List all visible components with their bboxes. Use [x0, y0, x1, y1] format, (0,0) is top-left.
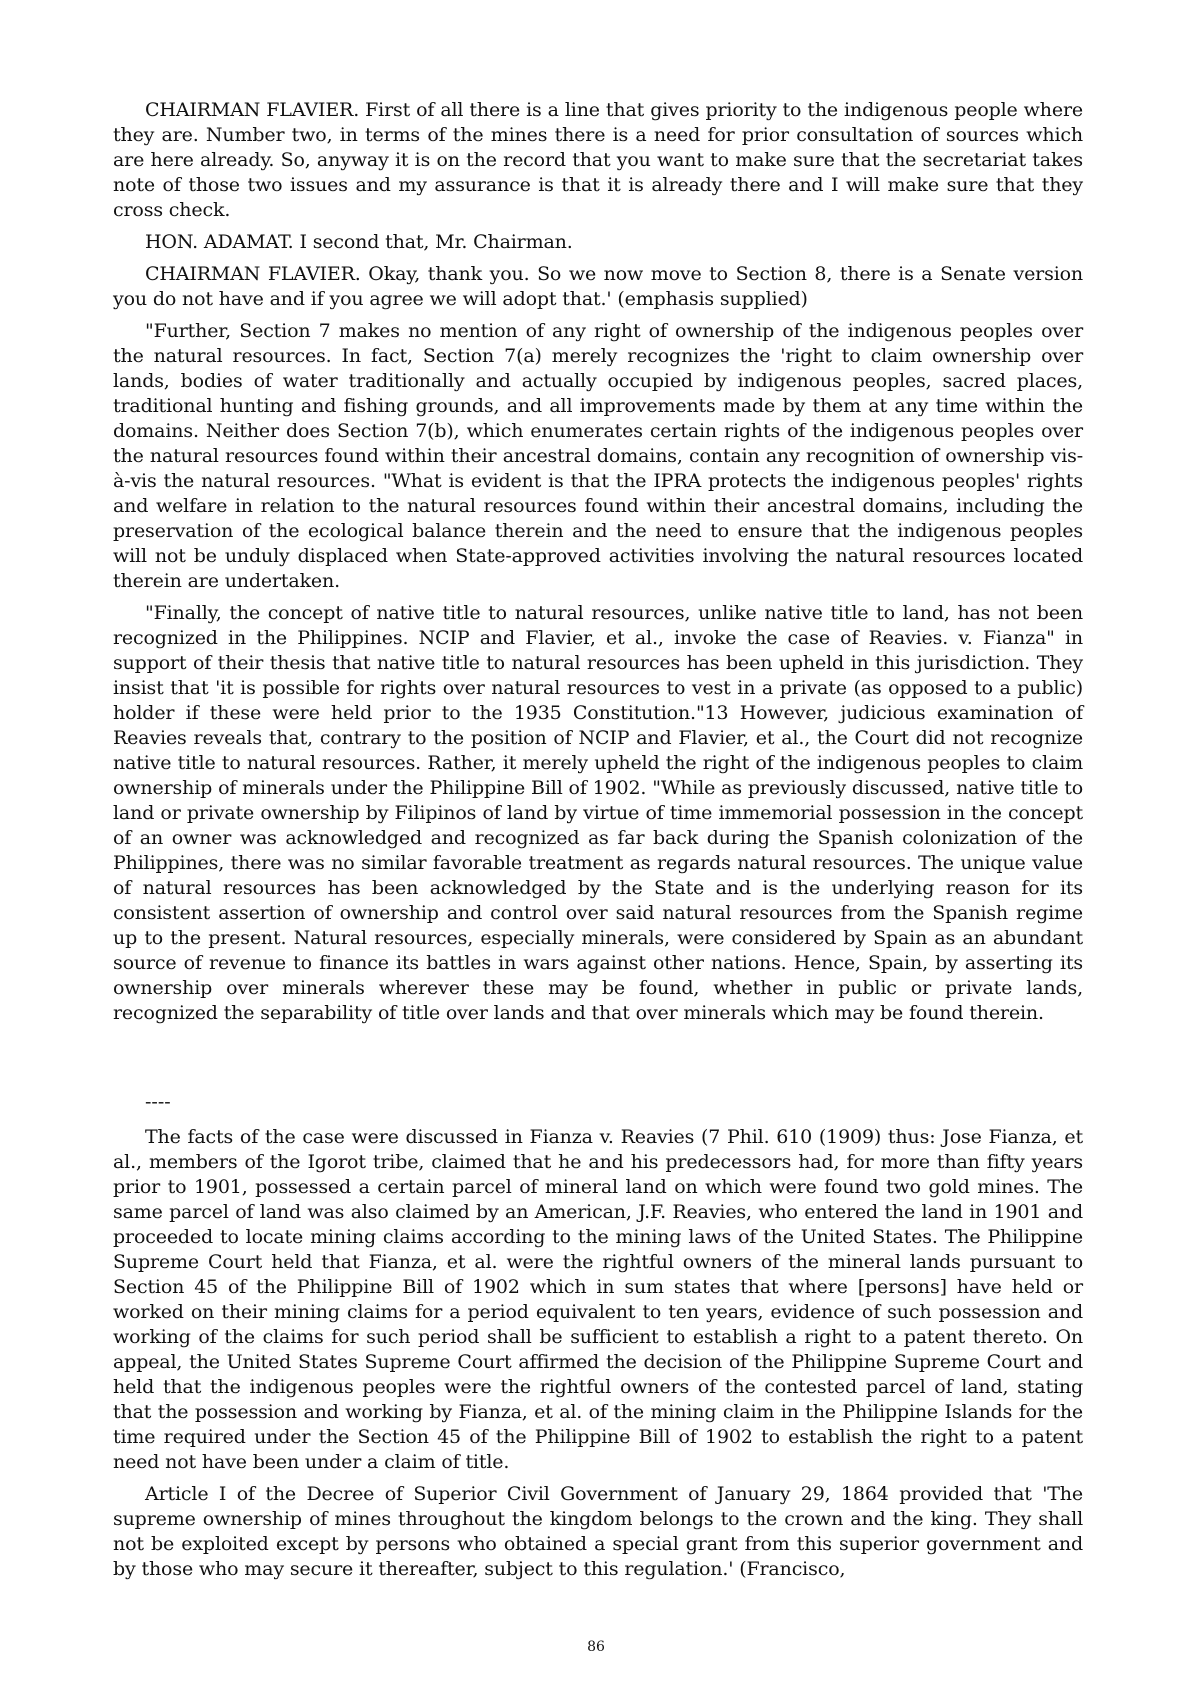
body-paragraph: HON. ADAMAT. I second that, Mr. Chairman. [145, 231, 573, 253]
footnote-paragraph: The facts of the case were discussed in Fianza v. Reavies (7 Phil. 610 (1909) thus: Jose Fianza, et al., members of the Igorot tribe, claimed that he and his predecessors had, for more than fifty years prior to 1901, possessed a certain parcel of mineral land on which were found two gold mines. The same parcel of land was also claimed by an American, J.F. Reavies, who entered the land in 1901 and proceeded to locate mining claims according to the mining laws of the United States. The Philippine Supreme Court held that Fianza, et al. were the rightful owners of the mineral lands pursuant to Section 45 of the Philippine Bill of 1902 which in sum states that where [persons] have held or worked on their mining claims for a period equivalent to ten years, evidence of such possession and working of the claims for such period shall be sufficient to establish a right to a patent thereto. On appeal, the United States Supreme Court affirmed the decision of the Philippine Supreme Court and held that the indigenous peoples were the rightful owners of the contested parcel of land, stating that the possession and working by Fianza, et al. of the mining claim in the Philippine Islands for the time required under the Section 45 of the Philippine Bill of 1902 to establish the right to a patent need not have been under a claim of title. [113, 1126, 1083, 1473]
document-page [113, 98, 1083, 1589]
footnote-separator: ---- [145, 1091, 171, 1113]
body-paragraph: "Finally, the concept of native title to natural resources, unlike native title to land, has not been recognized in the Philippines. NCIP and Flavier, et al., invoke the case of Reavies. v. Fianza" in support of their thesis that native title to natural resources has been upheld in this jurisdiction. They insist that 'it is possible for rights over natural resources to vest in a private (as opposed to a public) holder if these were held prior to the 1935 Constitution."13 However, judicious examination of Reavies reveals that, contrary to the position of NCIP and Flavier, et al., the Court did not recognize native title to natural resources. Rather, it merely upheld the right of the indigenous peoples to claim ownership of minerals under the Philippine Bill of 1902. "While as previously discussed, native title to land or private ownership by Filipinos of land by virtue of time immemorial possession in the concept of an owner was acknowledged and recognized as far back during the Spanish colonization of the Philippines, there was no similar favorable treatment as regards natural resources. The unique value of natural resources has been acknowledged by the State and is the underlying reason for its consistent assertion of ownership and control over said natural resources from the Spanish regime up to the present. Natural resources, especially minerals, were considered by Spain as an abundant source of revenue to finance its battles in wars against other nations. Hence, Spain, by asserting its ownership over minerals wherever these may be found, whether in public or private lands, recognized the separability of title over lands and that over minerals which may be found therein. [113, 602, 1083, 1024]
body-paragraph: "Further, Section 7 makes no mention of any right of ownership of the indigenous peoples over the natural resources. In fact, Section 7(a) merely recognizes the 'right to claim ownership over lands, bodies of water traditionally and actually occupied by indigenous peoples, sacred places, traditional hunting and fishing grounds, and all improvements made by them at any time within the domains. Neither does Section 7(b), which enumerates certain rights of the indigenous peoples over the natural resources found within their ancestral domains, contain any recognition of ownership vis-à-vis the natural resources. "What is evident is that the IPRA protects the indigenous peoples' rights and welfare in relation to the natural resources found within their ancestral domains, including the preservation of the ecological balance therein and the need to ensure that the indigenous peoples will not be unduly displaced when State-approved activities involving the natural resources located therein are undertaken. [113, 320, 1083, 592]
body-paragraph: CHAIRMAN FLAVIER. First of all there is a line that gives priority to the indigenous people where they are. Number two, in terms of the mines there is a need for prior consultation of sources which are here already. So, anyway it is on the record that you want to make sure that the secretariat takes note of those two issues and my assurance is that it is already there and I will make sure that they cross check. [113, 99, 1083, 221]
page-number: 86 [587, 1639, 605, 1655]
footnote-paragraph: Article I of the Decree of Superior Civil Government of January 29, 1864 provided that 'The supreme ownership of mines throughout the kingdom belongs to the crown and the king. They shall not be exploited except by persons who obtained a special grant from this superior government and by those who may secure it thereafter, subject to this regulation.' (Francisco, [113, 1483, 1083, 1580]
body-paragraph: CHAIRMAN FLAVIER. Okay, thank you. So we now move to Section 8, there is a Senate version you do not have and if you agree we will adopt that.' (emphasis supplied) [113, 263, 1083, 310]
